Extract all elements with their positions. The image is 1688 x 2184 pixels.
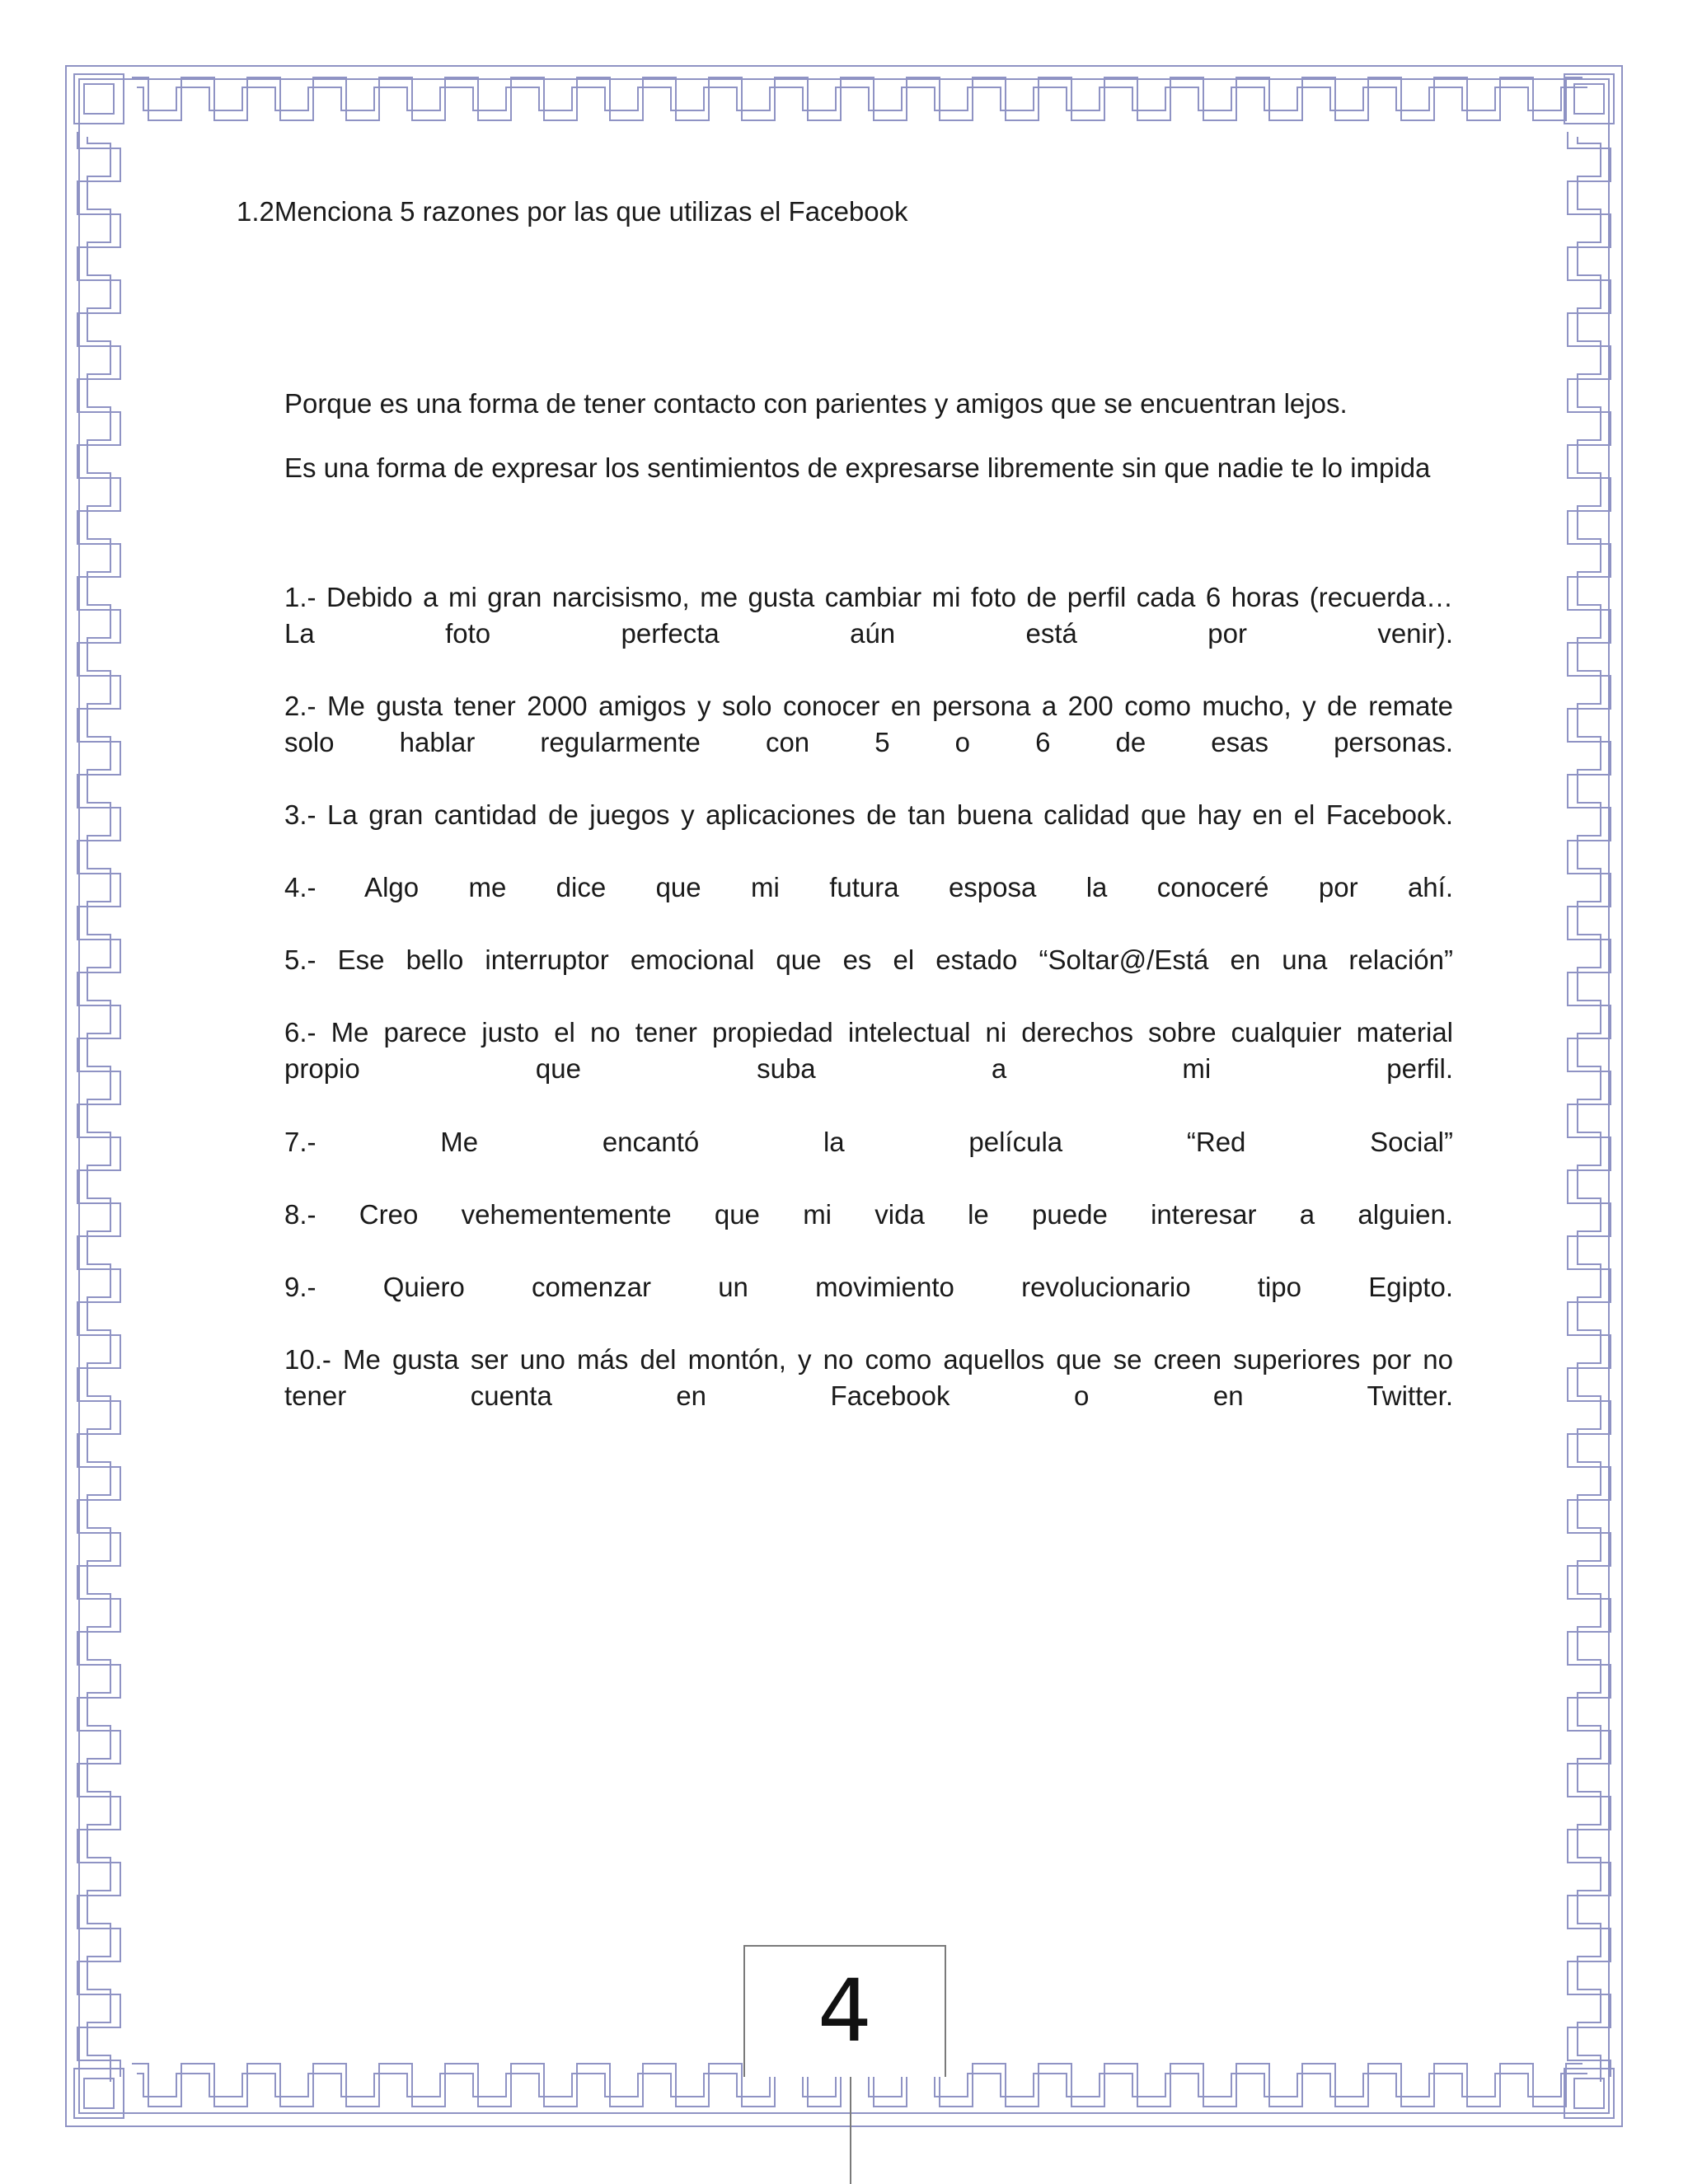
list-item-line: 5.- Ese bello interruptor emocional que es el estado “Soltar@/Está en una relación”: [284, 944, 1453, 975]
list-item-3: [284, 797, 1453, 833]
list-item-line: 2.- Me gusta tener 2000 amigos y solo conocer en persona a 200 como mucho, y de remate: [284, 691, 1453, 721]
page-number-box: [743, 1945, 946, 2077]
border-corner-square: [1574, 2079, 1604, 2108]
border-bottom-meander: [137, 2074, 1587, 2097]
list-item-line: 3.- La gran cantidad de juegos y aplicaciones de tan buena calidad que hay en el Facebook.: [284, 799, 1453, 830]
border-left-meander: [87, 137, 110, 2082]
list-item-6: [284, 1015, 1453, 1087]
list-item-8: [284, 1197, 1453, 1233]
list-item-10: [284, 1342, 1453, 1414]
border-corner-square: [1564, 2069, 1614, 2118]
intro-paragraph-2: Es una forma de expresar los sentimientos de expresarse libremente sin que nadie te lo impida: [284, 452, 1431, 483]
list-item-line: propio que suba a mi perfil.: [284, 1053, 1453, 1084]
border-right-meander: [1568, 132, 1611, 2077]
list-item-4: [284, 869, 1453, 906]
border-right-meander: [1578, 137, 1601, 2082]
border-top-meander: [137, 87, 1587, 110]
border-corner-square: [74, 2069, 124, 2118]
list-item-line: solo hablar regularmente con 5 o 6 de esas personas.: [284, 727, 1453, 757]
list-item-line: tener cuenta en Facebook o en Twitter.: [284, 1380, 1453, 1411]
list-item-line: 4.- Algo me dice que mi futura esposa la conoceré por ahí.: [284, 872, 1453, 902]
border-corner-square: [84, 2079, 114, 2108]
list-item-5: [284, 942, 1453, 978]
intro-paragraph-1: Porque es una forma de tener contacto con parientes y amigos que se encuentran lejos.: [284, 388, 1348, 419]
list-item-9: [284, 1269, 1453, 1305]
list-item-1: [284, 579, 1453, 652]
list-item-line: 1.- Debido a mi gran narcisismo, me gusta cambiar mi foto de perfil cada 6 horas (recuerda…: [284, 582, 1453, 612]
list-item-2: [284, 688, 1453, 761]
border-left-meander: [77, 132, 120, 2077]
border-outer-frame: [66, 66, 1622, 2126]
border-inner-frame: [79, 79, 1609, 2113]
list-item-line: 10.- Me gusta ser uno más del montón, y no como aquellos que se creen superiores por no: [284, 1344, 1453, 1375]
border-top-meander: [132, 77, 1582, 120]
question-heading: 1.2Menciona 5 razones por las que utilizas el Facebook: [237, 196, 908, 227]
border-corner-square: [74, 74, 124, 124]
list-item-7: [284, 1124, 1453, 1160]
list-item-line: 8.- Creo vehementemente que mi vida le puede interesar a alguien.: [284, 1199, 1453, 1230]
list-item-line: 9.- Quiero comenzar un movimiento revolucionario tipo Egipto.: [284, 1272, 1453, 1302]
border-corner-square: [1564, 74, 1614, 124]
border-corner-square: [1574, 84, 1604, 114]
list-item-line: 6.- Me parece justo el no tener propiedad intelectual ni derechos sobre cualquier material: [284, 1017, 1453, 1047]
page-number: 4: [817, 1961, 873, 2061]
list-item-line: 7.- Me encantó la película “Red Social”: [284, 1127, 1453, 1157]
border-corner-square: [84, 84, 114, 114]
list-item-line: La foto perfecta aún está por venir).: [284, 618, 1453, 649]
